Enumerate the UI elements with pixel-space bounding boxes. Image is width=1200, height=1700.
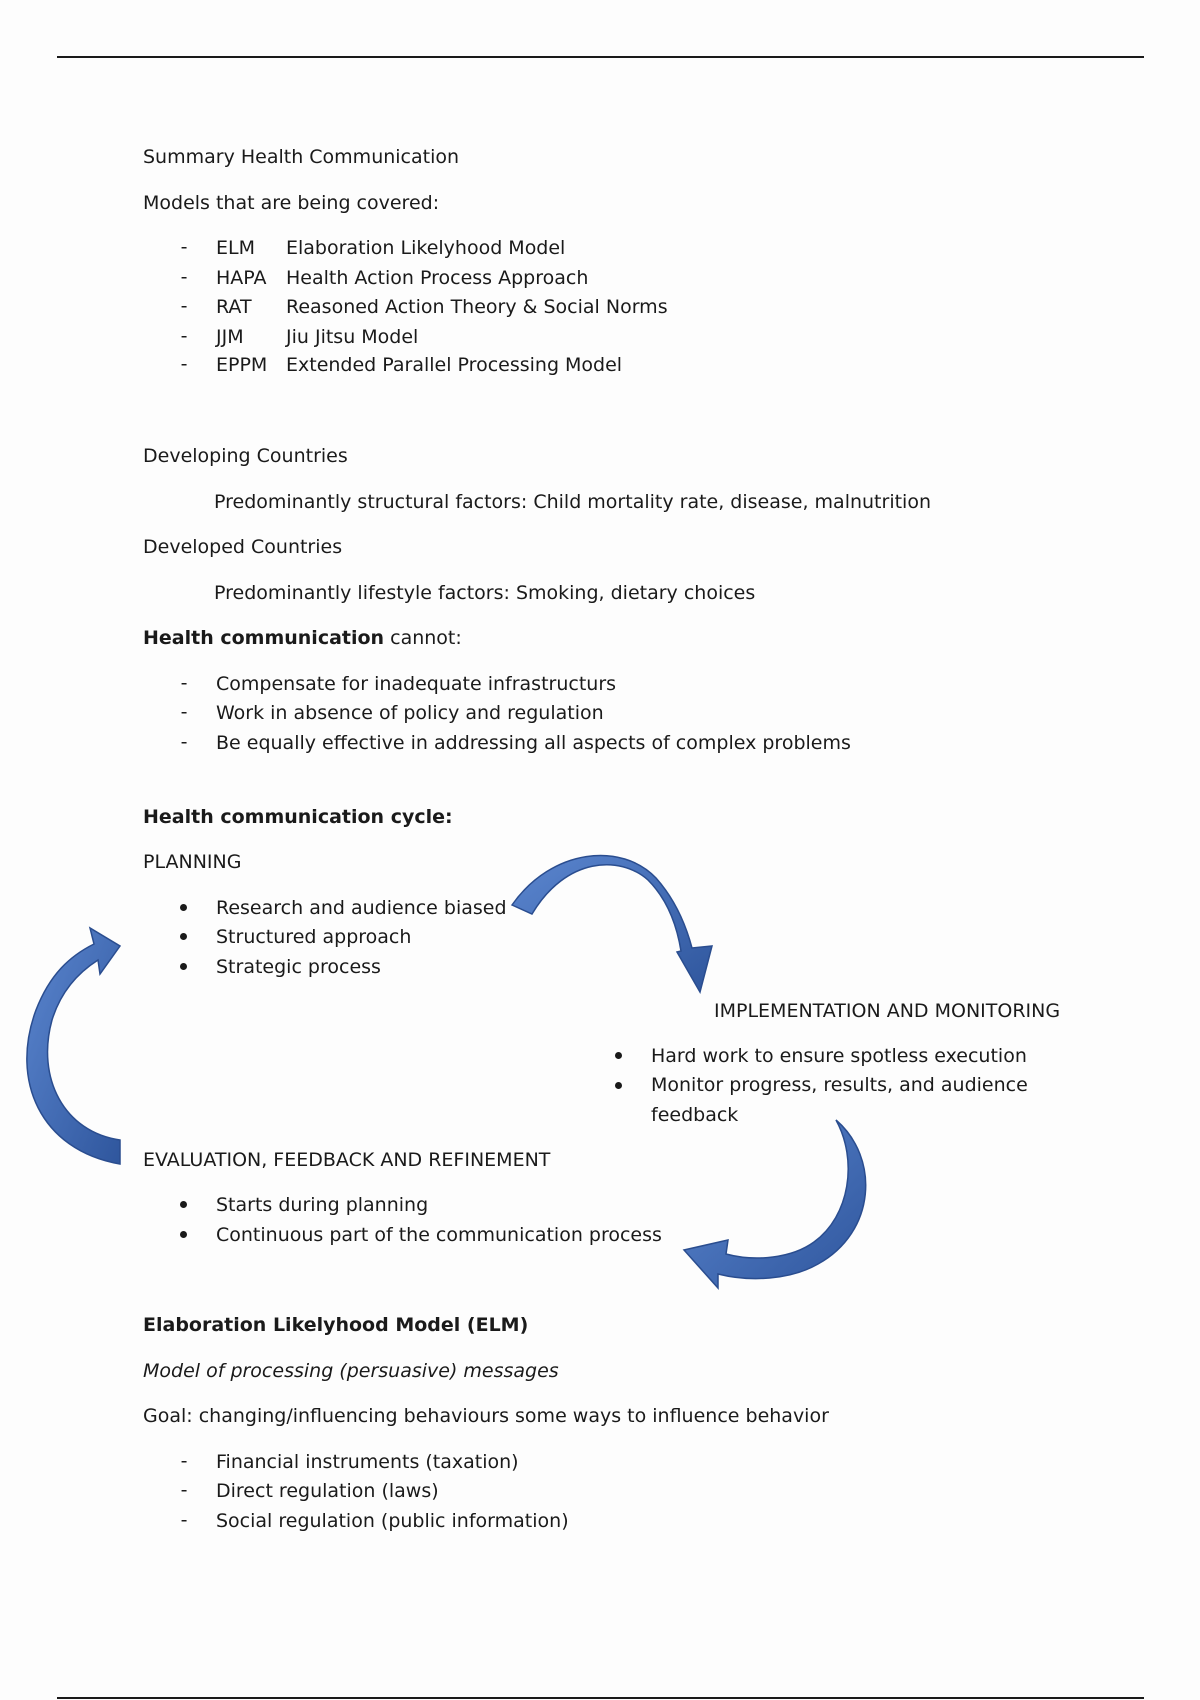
cannot-heading-rest: cannot: bbox=[384, 627, 462, 649]
model-abbr: RAT bbox=[216, 296, 252, 318]
list-dash: - bbox=[180, 266, 188, 288]
list-dash: - bbox=[180, 295, 188, 317]
cycle-arrow-top bbox=[512, 856, 712, 992]
list-item: Work in absence of policy and regulation bbox=[216, 702, 604, 724]
model-abbr: ELM bbox=[216, 237, 255, 259]
list-item: Monitor progress, results, and audience bbox=[651, 1074, 1028, 1096]
model-name: Extended Parallel Processing Model bbox=[286, 354, 623, 376]
elm-heading: Elaboration Likelyhood Model (ELM) bbox=[143, 1314, 529, 1336]
list-dash: - bbox=[180, 236, 188, 258]
document-title: Summary Health Communication bbox=[143, 146, 460, 168]
list-dash: - bbox=[180, 1450, 188, 1472]
list-item: Research and audience biased bbox=[216, 897, 507, 919]
list-item: Be equally effective in addressing all aspects of complex problems bbox=[216, 732, 851, 754]
evaluation-label: EVALUATION, FEEDBACK AND REFINEMENT bbox=[143, 1149, 551, 1171]
developed-text: Predominantly lifestyle factors: Smoking, dietary choices bbox=[214, 582, 756, 604]
list-item: Hard work to ensure spotless execution bbox=[651, 1045, 1027, 1067]
model-abbr: JJM bbox=[216, 326, 244, 348]
elm-goal: Goal: changing/influencing behaviours some ways to influence behavior bbox=[143, 1405, 829, 1427]
developing-text: Predominantly structural factors: Child mortality rate, disease, malnutrition bbox=[214, 491, 931, 513]
list-item-continuation: feedback bbox=[651, 1104, 739, 1126]
developed-heading: Developed Countries bbox=[143, 536, 343, 558]
list-item: Direct regulation (laws) bbox=[216, 1480, 439, 1502]
list-item: Continuous part of the communication process bbox=[216, 1224, 662, 1246]
list-dash: - bbox=[180, 1479, 188, 1501]
list-item: Strategic process bbox=[216, 956, 381, 978]
list-dash: - bbox=[180, 672, 188, 694]
list-item: Structured approach bbox=[216, 926, 412, 948]
developing-heading: Developing Countries bbox=[143, 445, 348, 467]
list-item: Social regulation (public information) bbox=[216, 1510, 569, 1532]
model-abbr: HAPA bbox=[216, 267, 267, 289]
model-abbr: EPPM bbox=[216, 354, 268, 376]
list-dash: - bbox=[180, 731, 188, 753]
planning-label: PLANNING bbox=[143, 851, 242, 873]
model-name: Jiu Jitsu Model bbox=[286, 326, 419, 348]
list-dash: - bbox=[180, 353, 188, 375]
models-intro: Models that are being covered: bbox=[143, 192, 440, 214]
list-item: Financial instruments (taxation) bbox=[216, 1451, 519, 1473]
cannot-heading-bold: Health communication bbox=[143, 627, 385, 649]
elm-subtitle: Model of processing (persuasive) messages bbox=[143, 1360, 559, 1382]
implementation-label: IMPLEMENTATION AND MONITORING bbox=[714, 1000, 1061, 1022]
list-dash: - bbox=[180, 1509, 188, 1531]
list-dash: - bbox=[180, 701, 188, 723]
model-name: Reasoned Action Theory & Social Norms bbox=[286, 296, 668, 318]
list-dash: - bbox=[180, 325, 188, 347]
model-name: Elaboration Likelyhood Model bbox=[286, 237, 566, 259]
list-item: Starts during planning bbox=[216, 1194, 429, 1216]
list-item: Compensate for inadequate infrastructurs bbox=[216, 673, 617, 695]
model-name: Health Action Process Approach bbox=[286, 267, 589, 289]
cycle-arrow-left bbox=[27, 928, 120, 1164]
cycle-heading: Health communication cycle: bbox=[143, 806, 453, 828]
cycle-arrow-right bbox=[684, 1120, 866, 1288]
